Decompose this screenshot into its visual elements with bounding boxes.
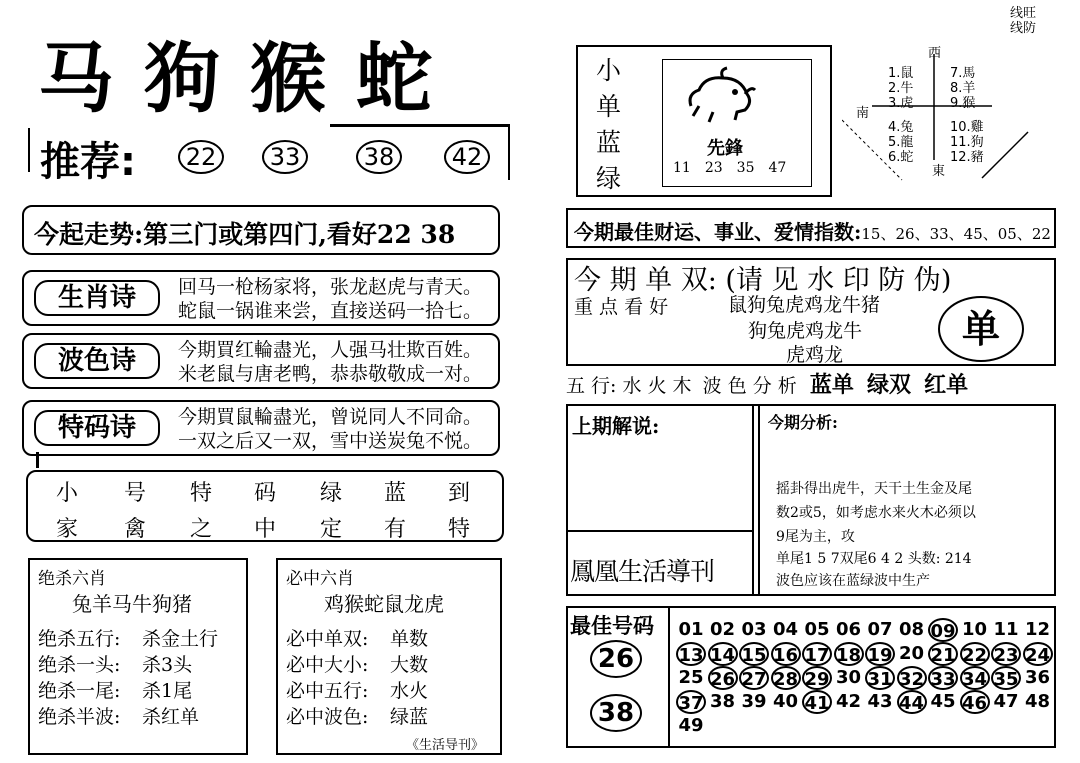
grid-number: 45 — [930, 691, 956, 712]
zodiac-item: 12.豬 — [950, 150, 984, 165]
fortune-label: 今期最佳财运、事业、爱情指数: — [574, 220, 862, 244]
pioneer-side-char: 单 — [596, 92, 622, 121]
grid-number: 20 — [898, 643, 925, 664]
grid-number: 18 — [834, 642, 864, 666]
zodiac-item: 1.鼠 — [888, 66, 914, 81]
riddle-char: 家 — [56, 517, 79, 542]
grid-number: 07 — [867, 619, 893, 640]
grid-number: 02 — [709, 619, 736, 640]
zodiac-item: 2.牛 — [888, 81, 914, 96]
item-value: 单数 — [390, 628, 429, 650]
recommend-bar-left — [28, 128, 30, 172]
riddle-char: 号 — [124, 481, 147, 506]
grid-number: 26 — [708, 666, 738, 690]
grid-number: 42 — [835, 691, 862, 712]
grid-number: 43 — [867, 691, 893, 712]
grid-number: 27 — [739, 666, 769, 690]
grid-number: 38 — [709, 691, 736, 712]
color-red: 红单 — [924, 372, 969, 398]
poem-line: 回马一枪杨家将，张龙赵虎与青天。 — [178, 276, 483, 298]
item-label: 必中波色: — [286, 706, 369, 728]
riddle-char: 到 — [448, 481, 471, 506]
item-value: 大数 — [390, 654, 429, 676]
grid-number: 17 — [802, 642, 832, 666]
grid-number: 11 — [993, 619, 1019, 640]
fortune-values: 15、26、33、45、05、22 — [861, 225, 1051, 243]
riddle-char: 中 — [254, 517, 277, 542]
pioneer-side-char: 绿 — [596, 164, 622, 193]
grid-number: 08 — [898, 619, 925, 640]
five-label: 五 行: 水 火 木 — [566, 375, 692, 397]
grid-number: 47 — [993, 691, 1019, 712]
poem-line: 今期買红輪盡光，人强马壮欺百姓。 — [178, 339, 483, 361]
pioneer-number: 47 — [768, 160, 787, 176]
riddle-char: 禽 — [124, 517, 147, 542]
zodiac-item: 8.羊 — [950, 81, 976, 96]
pioneer-number: 23 — [704, 160, 723, 176]
grid-number: 30 — [835, 667, 862, 688]
grid-number: 21 — [928, 642, 958, 666]
poem-line: 一双之后又一双，雪中送炭兔不悦。 — [178, 430, 483, 452]
grid-number: 39 — [741, 691, 767, 712]
recommend-bar-top — [330, 124, 510, 127]
grid-number: 41 — [802, 690, 832, 714]
grid-number: 23 — [991, 642, 1021, 666]
last-period-label: 上期解说: — [572, 414, 660, 438]
zodiac-item: 7.馬 — [950, 66, 976, 81]
best-label: 最佳号码 — [570, 613, 654, 638]
pioneer-side-char: 蓝 — [596, 128, 622, 157]
riddle-char: 绿 — [320, 481, 343, 506]
riddle-char: 码 — [254, 481, 277, 506]
must-source: 《生活导刊》 — [406, 738, 485, 753]
riddle-char: 定 — [320, 517, 343, 542]
zodiac-item: 5.龍 — [888, 135, 914, 150]
recommend-label: 推荐: — [40, 139, 136, 185]
best-number-1: 26 — [590, 640, 642, 678]
color-green: 绿双 — [866, 372, 911, 398]
grid-number: 19 — [865, 642, 895, 666]
pioneer-inner — [662, 59, 812, 187]
pioneer-side-text — [596, 53, 621, 197]
analysis-divider — [752, 406, 754, 594]
grid-number: 35 — [991, 666, 1021, 690]
poem-label: 波色诗 — [34, 343, 160, 379]
grid-number: 36 — [1024, 667, 1051, 688]
odd-even-box — [566, 258, 1056, 366]
item-label: 绝杀五行: — [38, 628, 121, 650]
pioneer-numbers — [673, 160, 800, 176]
pioneer-side-char: 小 — [596, 56, 622, 85]
best-box — [566, 606, 1056, 748]
zodiac-chart — [842, 40, 1042, 190]
focus-line-3: 虎鸡龙 — [786, 344, 844, 366]
grid-number: 25 — [678, 667, 704, 688]
item-value: 杀3头 — [142, 654, 193, 676]
riddle-char: 特 — [190, 481, 213, 506]
item-label: 必中大小: — [286, 654, 369, 676]
grid-number: 01 — [678, 619, 704, 640]
riddle-box — [26, 470, 504, 542]
item-value: 水火 — [390, 680, 429, 702]
item-label: 必中单双: — [286, 628, 369, 650]
grid-number: 31 — [865, 666, 895, 690]
best-number-2: 38 — [590, 694, 642, 732]
five-elements-row — [566, 368, 1056, 396]
riddle-char: 蓝 — [384, 481, 407, 506]
zodiac-item: 4.兔 — [888, 120, 914, 135]
fortune-line — [574, 216, 1051, 245]
grid-number: 24 — [1023, 642, 1053, 666]
best-grid — [676, 618, 1056, 746]
grid-number: 14 — [708, 642, 738, 666]
zodiac-item: 9.猴 — [950, 96, 976, 111]
grid-number: 22 — [960, 642, 990, 666]
grid-number: 44 — [897, 690, 927, 714]
zodiac-item: 11.狗 — [950, 135, 984, 150]
item-label: 必中五行: — [286, 680, 369, 702]
grid-number: 03 — [741, 619, 767, 640]
color-label: 波 色 分 析 — [702, 375, 797, 397]
grid-number: 16 — [771, 642, 801, 666]
pioneer-number: 35 — [736, 160, 755, 176]
analysis-line: 摇卦得出虎牛，天干土生金及尾 — [776, 481, 972, 497]
riddle-char: 特 — [448, 517, 471, 542]
grid-number: 15 — [739, 642, 769, 666]
poem-line: 蛇鼠一锅谁来尝，直接送码一拾七。 — [178, 300, 483, 322]
focus-line-2: 狗兔虎鸡龙牛 — [748, 320, 863, 342]
recommend-number: 42 — [444, 140, 490, 174]
item-value: 绿蓝 — [390, 706, 429, 728]
grid-number: 09 — [928, 618, 958, 642]
analysis-label: 今期分析: — [768, 413, 838, 432]
analysis-line: 波色应该在蓝绿波中生产 — [776, 573, 930, 589]
riddle-char: 小 — [56, 481, 79, 506]
recommend-number: 33 — [262, 140, 308, 174]
grid-number: 48 — [1024, 691, 1051, 712]
grid-number: 40 — [772, 691, 799, 712]
grid-number: 33 — [928, 666, 958, 690]
last-period-rule — [568, 530, 752, 532]
kill-box — [28, 558, 248, 755]
grid-number: 06 — [835, 619, 862, 640]
riddle-char: 之 — [190, 517, 213, 542]
focus-label: 重 点 看 好 — [574, 296, 669, 318]
rat-icon — [683, 66, 759, 126]
grid-number: 04 — [772, 619, 799, 640]
item-label: 绝杀一头: — [38, 654, 121, 676]
grid-number: 34 — [960, 666, 990, 690]
page-title: 马狗猴蛇 — [38, 34, 462, 123]
item-value: 杀金土行 — [142, 628, 219, 650]
grid-number: 29 — [802, 666, 832, 690]
poem-line: 米老鼠与唐老鸭，恭恭敬敬成一对。 — [178, 363, 483, 385]
poem-line: 今期買鼠輪盡光，曾说同人不同命。 — [178, 406, 483, 428]
grid-number: 32 — [897, 666, 927, 690]
item-label: 绝杀一尾: — [38, 680, 121, 702]
grid-number: 05 — [804, 619, 830, 640]
pioneer-number: 11 — [673, 160, 691, 176]
grid-number: 49 — [678, 715, 704, 736]
grid-number: 37 — [676, 690, 706, 714]
riddle-row-1 — [28, 476, 502, 506]
must-zodiacs: 鸡猴蛇鼠龙虎 — [324, 592, 444, 616]
analysis-line: 9尾为主，攻 — [776, 529, 855, 545]
grid-number: 28 — [771, 666, 801, 690]
zodiac-east: 東 — [932, 164, 946, 179]
pioneer-label: 先鋒 — [707, 138, 743, 159]
focus-line-1: 鼠狗兔虎鸡龙牛猪 — [728, 294, 881, 316]
kill-zodiacs: 兔羊马牛狗猪 — [72, 592, 192, 616]
recommend-bar-right — [508, 124, 510, 180]
poem-label: 特码诗 — [34, 410, 160, 446]
best-divider — [668, 608, 670, 746]
recommend-number: 22 — [178, 140, 224, 174]
pioneer-box — [576, 45, 832, 197]
analysis-divider-2 — [758, 406, 760, 594]
fortune-box — [566, 208, 1056, 248]
item-value: 杀红单 — [142, 706, 200, 728]
riddle-tick — [36, 452, 39, 468]
odd-even-title: 今 期 单 双: (请 见 水 印 防 伪) — [574, 265, 952, 296]
recommend-number: 38 — [356, 140, 402, 174]
corner-note-line2: 线防 — [1010, 21, 1037, 36]
odd-even-result: 单 — [938, 296, 1024, 362]
analysis-line: 单尾1 5 7双尾6 4 2 头数: 214 — [776, 551, 972, 567]
kill-title: 绝杀六肖 — [38, 569, 106, 589]
corner-note — [1010, 6, 1036, 36]
color-blue: 蓝单 — [809, 372, 854, 398]
zodiac-south: 南 — [856, 106, 870, 121]
analysis-line: 数2或5，如考虑水来火木必须以 — [776, 505, 976, 521]
zodiac-west: 西 — [928, 46, 942, 61]
must-box — [276, 558, 502, 755]
corner-note-line1: 线旺 — [1010, 6, 1037, 21]
poem-label: 生肖诗 — [34, 280, 160, 316]
zodiac-item: 10.雞 — [950, 120, 984, 135]
item-value: 杀1尾 — [142, 680, 193, 702]
analysis-box — [566, 404, 1056, 596]
item-label: 绝杀半波: — [38, 706, 121, 728]
trend-box — [22, 205, 500, 255]
must-title: 必中六肖 — [286, 569, 354, 589]
grid-number: 46 — [960, 690, 990, 714]
grid-number: 12 — [1024, 619, 1051, 640]
zodiac-item: 3.虎 — [888, 96, 914, 111]
riddle-char: 有 — [384, 517, 407, 542]
grid-number: 13 — [676, 642, 706, 666]
riddle-row-2 — [28, 512, 502, 542]
grid-number: 10 — [961, 619, 988, 640]
zodiac-item: 6.蛇 — [888, 150, 914, 165]
trend-text: 今起走势:第三门或第四门,看好22 38 — [34, 220, 456, 249]
brand-text: 鳳凰生活導刊 — [570, 557, 715, 586]
